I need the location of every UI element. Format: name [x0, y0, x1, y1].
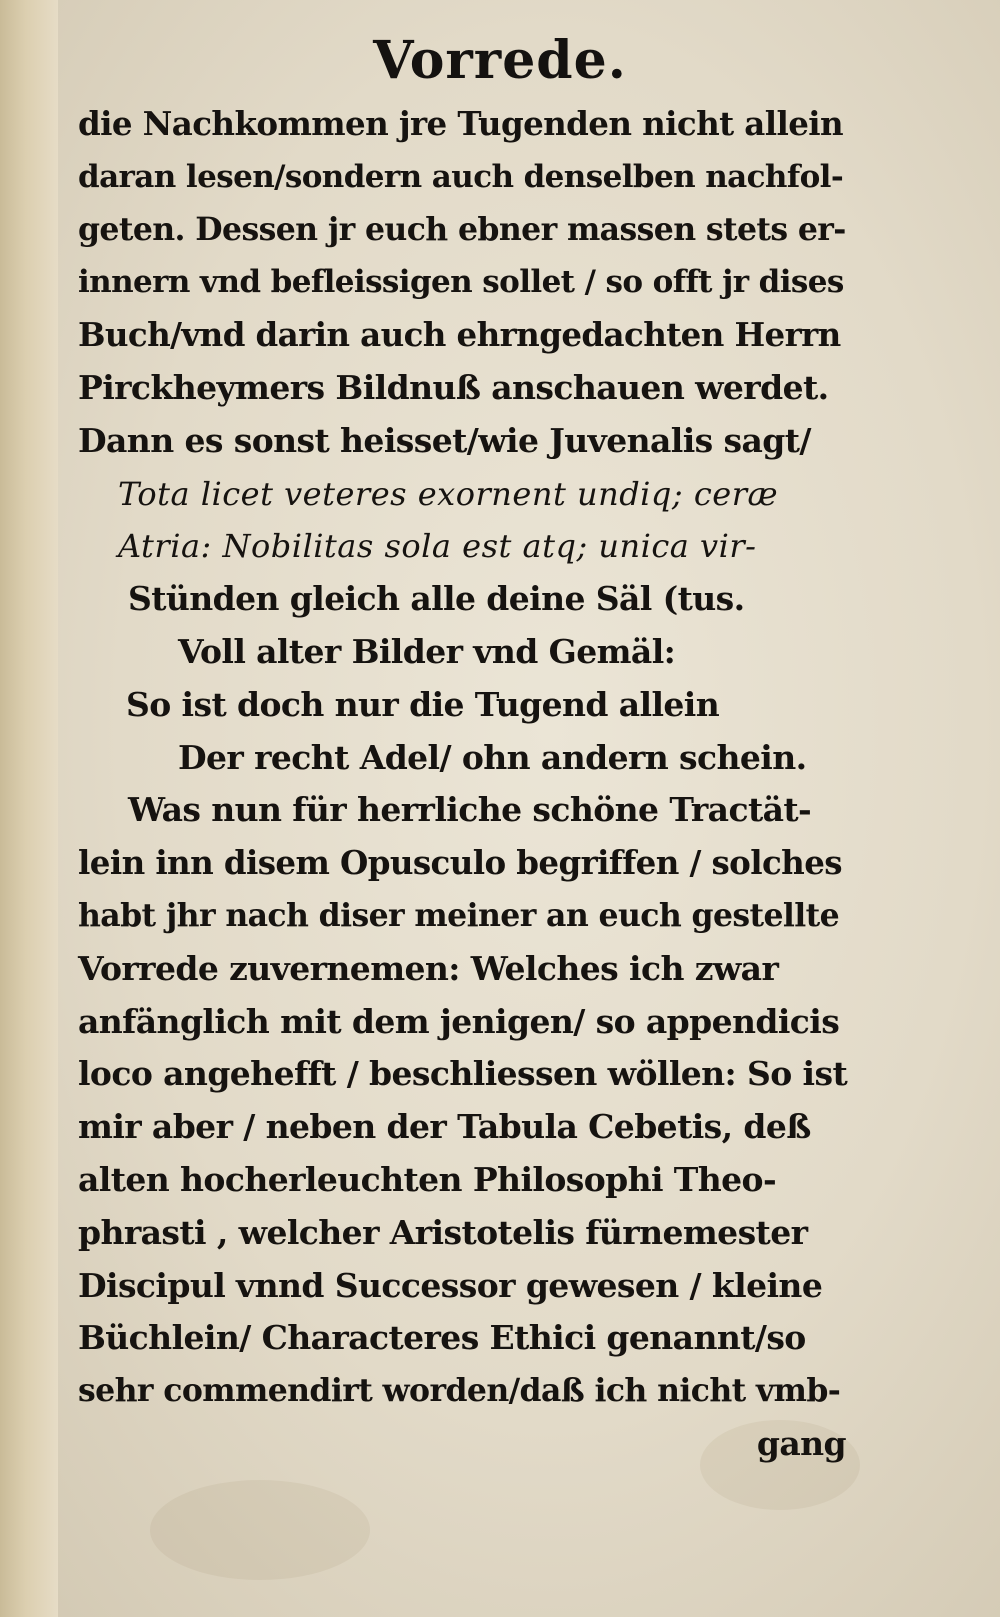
text-line: phrasti , welcher Aristotelis fürnemester	[78, 1212, 808, 1252]
catchword: gang	[756, 1423, 846, 1463]
text-line: sehr commendirt worden/daß ich nicht vmb-	[78, 1372, 841, 1410]
body-text	[78, 98, 850, 1471]
paper-stain	[150, 1480, 370, 1580]
paragraph-start-line: Was nun für herrliche schöne Tractät-	[128, 790, 812, 830]
text-line: habt jhr nach diser meiner an euch gestellte	[78, 896, 840, 934]
text-line: Pirckheymers Bildnuß anschauen werdet.	[78, 367, 829, 407]
text-line: Dann es sonst heisset/wie Juvenalis sagt/	[78, 420, 811, 460]
text-line: innern vnd befleissigen sollet / so offt jr dises	[78, 264, 844, 301]
running-header: Vorrede.	[373, 30, 627, 91]
text-line: mir aber / neben der Tabula Cebetis, deß	[78, 1107, 811, 1147]
german-verse-line: Voll alter Bilder vnd Gemäl:	[178, 631, 676, 671]
latin-verse-line: Atria: Nobilitas sola est atq; unica vir-	[118, 527, 757, 566]
text-line: geten. Dessen jr euch ebner massen stets er-	[78, 210, 846, 248]
text-line: Buch/vnd darin auch ehrngedachten Herrn	[78, 315, 841, 355]
text-line: daran lesen/sondern auch denselben nachfol-	[78, 158, 844, 195]
text-line: Discipul vnnd Successor gewesen / kleine	[78, 1265, 823, 1305]
german-verse-line: Der recht Adel/ ohn andern schein.	[178, 737, 807, 777]
latin-verse-line: Tota licet veteres exornent undiq; ceræ	[118, 474, 779, 513]
text-line: alten hocherleuchten Philosophi Theo-	[78, 1159, 777, 1199]
text-line: loco angehefft / beschliessen wöllen: So ist	[78, 1054, 848, 1094]
text-line: anfänglich mit dem jenigen/ so appendicis	[78, 1001, 840, 1041]
german-verse-line: So ist doch nur die Tugend allein	[126, 684, 720, 724]
page-gutter	[0, 0, 58, 1617]
text-line: Vorrede zuvernemen: Welches ich zwar	[78, 948, 779, 988]
text-line: Büchlein/ Characteres Ethici genannt/so	[78, 1318, 806, 1358]
text-line: lein inn disem Opusculo begriffen / solches	[78, 843, 842, 883]
german-verse-line: Stünden gleich alle deine Säl (tus.	[128, 579, 745, 619]
text-line: die Nachkommen jre Tugenden nicht allein	[78, 104, 844, 143]
